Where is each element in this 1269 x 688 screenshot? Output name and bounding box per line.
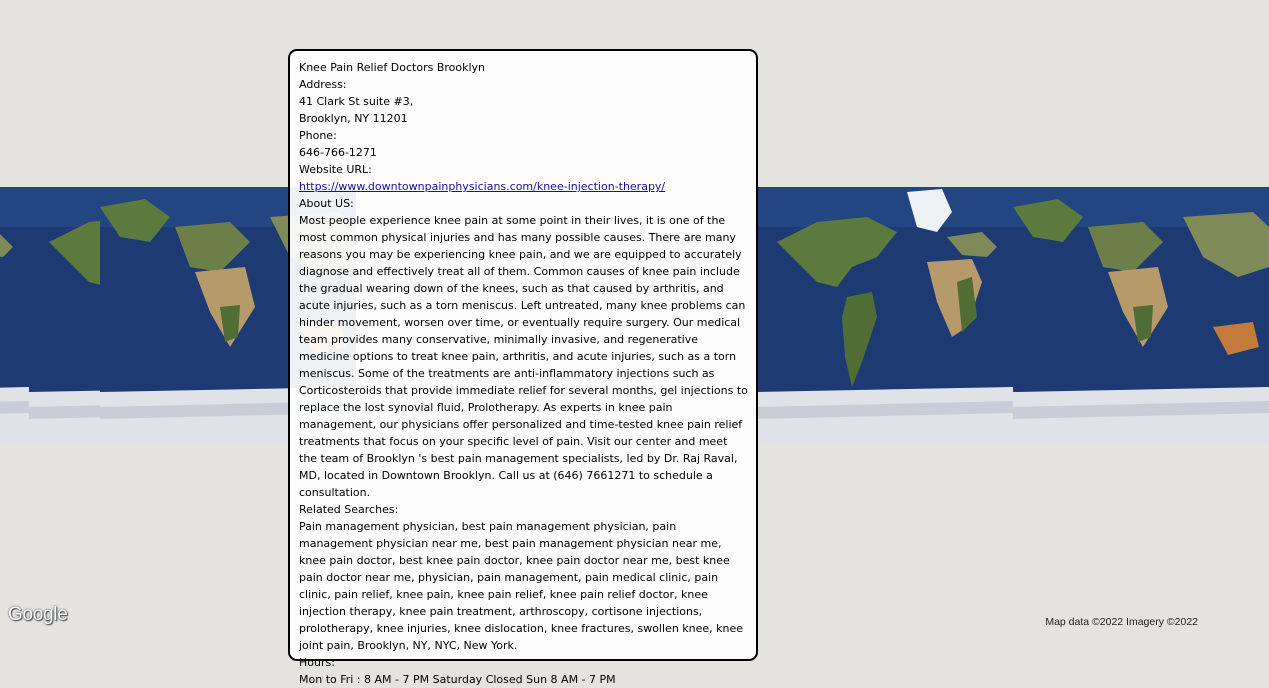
phone-number: 646-766-1271 [299,146,377,159]
address-line-2: Brooklyn, NY 11201 [299,112,408,125]
business-name: Knee Pain Relief Doctors Brooklyn [299,61,486,74]
world-tile [1013,187,1269,443]
website-line [299,178,748,195]
world-tile [0,187,29,443]
phone-label: Phone: [299,129,337,142]
hours-text: Mon to Fri : 8 AM - 7 PM Saturday Closed Sun 8 AM - 7 PM [299,673,616,686]
website-link[interactable]: https://www.downtownpainphysicians.com/knee-injection-therapy/ [299,180,666,193]
google-logo: Google [8,604,68,625]
map-attribution: Map data ©2022 Imagery ©2022 [1039,614,1200,630]
hours-label: Hours: [299,656,335,669]
about-text: Most people experience knee pain at some point in their lives, it is one of the most common physical injuries and has many possible causes. There are many reasons you may be experiencing knee pain, and we are equipped to accurately diagnose and effectively treat all of them. Common causes of knee pain include the gradual wearing down of the knees, such as that caused by arthritis, and acute injuries, such as a torn meniscus. Left untreated, many knee problems can hinder movement, worsen over time, or eventually require surgery. Our medical team provides many conservative, minimally invasive, and regenerative medicine options to treat knee pain, arthritis, and acute injuries, such as a torn meniscus. Some of the treatments are anti-inflammatory injections such as Corticosteroids that provide immediate relief for several months, gel injections to replace the lost synovial fluid, Prolotherapy. As experts in knee pain management, our physicians offer personalized and time-tested knee pain relief treatments that focus on your specific level of pain. Visit our center and meet the team of Brooklyn 's best pain management specialists, led by Dr. Raj Raval, MD, located in Downtown Brooklyn. Call us at (646) 7661271 to schedule a consultation. [299,214,748,499]
website-label: Website URL: [299,163,372,176]
about-label: About US: [299,197,354,210]
business-info-card [288,49,758,686]
world-tile [757,187,1013,443]
related-searches-text: Pain management physician, best pain management physician, pain management physician near me, best pain management physician near me, knee pain doctor, best knee pain doctor, knee pain doctor near me, best knee pain doctor near me, physician, pain management, pain medical clinic, pain clinic, pain relief, knee pain, knee pain relief, knee pain relief doctor, knee injection therapy, knee pain treatment, arthroscopy, cortisone injections, prolotherapy, knee injuries, knee dislocation, knee fractures, swollen knee, knee joint pain, Brooklyn, NY, NYC, New York. [299,520,744,652]
address-line-1: 41 Clark St suite #3, [299,95,414,108]
related-searches-label: Related Searches: [299,503,399,516]
address-label: Address: [299,78,347,91]
